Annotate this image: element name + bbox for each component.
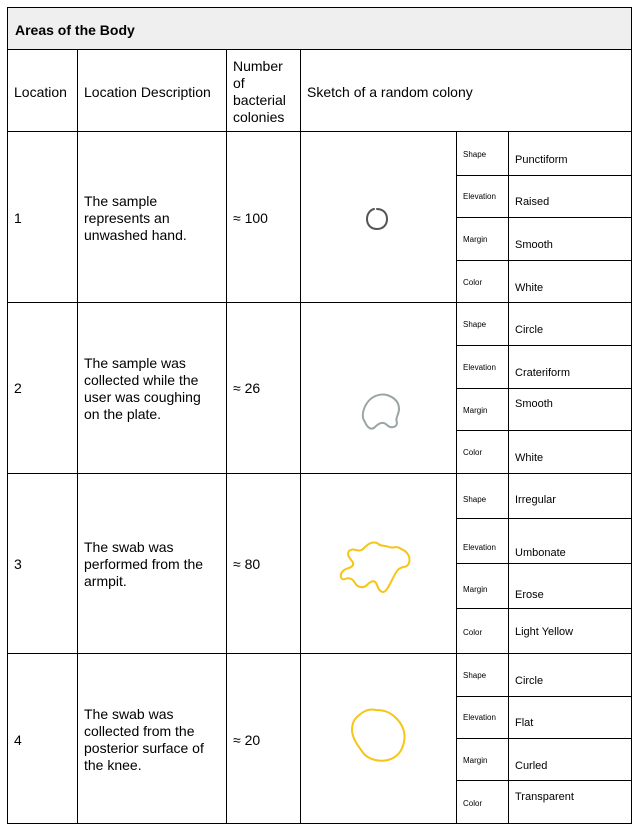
row-2-margin-label: Margin	[463, 406, 488, 415]
grid-line	[456, 563, 632, 564]
grid-line	[7, 131, 632, 132]
grid-line	[7, 7, 8, 824]
grid-line	[7, 302, 632, 303]
row-4-location: 4	[14, 732, 22, 748]
row-4-shape-value: Circle	[515, 675, 544, 687]
row-4-description: The swab was collected from the posterior surface of the knee.	[84, 706, 204, 773]
column-header-count: Number of bacterial colonies	[233, 58, 286, 125]
row-3-location: 3	[14, 556, 22, 572]
column-header-sketch: Sketch of a random colony	[307, 84, 473, 100]
row-4-colony-sketch	[342, 702, 412, 767]
row-1-elevation-label: Elevation	[463, 192, 496, 201]
row-4-margin-label: Margin	[463, 756, 488, 765]
grid-line	[7, 823, 632, 824]
row-2-description: The sample was collected while the user was coughing on the plate.	[84, 355, 201, 422]
row-3-count: ≈ 80	[233, 556, 261, 572]
grid-line	[77, 50, 78, 824]
grid-line	[456, 780, 632, 781]
grid-line	[456, 388, 632, 389]
grid-line	[456, 217, 632, 218]
grid-line	[226, 50, 227, 824]
row-4-elevation-label: Elevation	[463, 713, 496, 722]
row-2-count: ≈ 26	[233, 380, 261, 396]
grid-line	[631, 7, 632, 824]
body-areas-table	[7, 7, 632, 824]
grid-line	[508, 131, 509, 824]
column-header-location: Location	[14, 84, 67, 100]
row-2-shape-label: Shape	[463, 320, 487, 329]
table-title: Areas of the Body	[15, 22, 135, 38]
colony-outline-1	[367, 209, 387, 229]
row-1-location: 1	[14, 210, 22, 226]
colony-outline-3	[341, 542, 410, 592]
row-4-margin-value: Curled	[515, 760, 548, 772]
row-1-elevation-value: Raised	[515, 196, 550, 208]
row-2-elevation-label: Elevation	[463, 363, 496, 372]
row-2-colony-sketch	[357, 387, 407, 432]
grid-line	[456, 131, 457, 824]
row-2-margin-value: Smooth	[515, 398, 553, 410]
row-2-shape-value: Circle	[515, 324, 544, 336]
column-header-description: Location Description	[84, 84, 211, 100]
row-1-description: The sample represents an unwashed hand.	[84, 193, 187, 243]
grid-line	[456, 738, 632, 739]
grid-line	[7, 473, 632, 474]
grid-line	[456, 345, 632, 346]
row-3-shape-label: Shape	[463, 495, 487, 504]
row-4-shape-label: Shape	[463, 671, 487, 680]
row-3-description: The swab was performed from the armpit.	[84, 539, 204, 589]
grid-line	[456, 430, 632, 431]
row-1-margin-value: Smooth	[515, 239, 553, 251]
row-3-color-label: Color	[463, 628, 483, 637]
row-3-color-value: Light Yellow	[515, 626, 574, 638]
row-1-color-label: Color	[463, 278, 483, 287]
row-2-color-label: Color	[463, 448, 483, 457]
grid-line	[456, 696, 632, 697]
row-4-color-label: Color	[463, 799, 483, 808]
row-3-margin-label: Margin	[463, 585, 488, 594]
row-4-color-value: Transparent	[515, 791, 574, 803]
row-1-shape-label: Shape	[463, 150, 487, 159]
row-2-location: 2	[14, 380, 22, 396]
grid-line	[456, 260, 632, 261]
table-title-bar	[7, 7, 632, 50]
grid-line	[7, 653, 632, 654]
row-1-shape-value: Punctiform	[515, 154, 568, 166]
row-1-color-value: White	[515, 282, 544, 294]
row-3-margin-value: Erose	[515, 589, 544, 601]
grid-line	[456, 518, 632, 519]
row-3-elevation-label: Elevation	[463, 543, 496, 552]
row-2-elevation-value: Crateriform	[515, 367, 571, 379]
row-3-colony-sketch	[335, 535, 420, 597]
row-3-shape-value: Irregular	[515, 494, 556, 506]
grid-line	[456, 608, 632, 609]
row-1-margin-label: Margin	[463, 235, 488, 244]
row-4-count: ≈ 20	[233, 732, 261, 748]
row-2-color-value: White	[515, 452, 544, 464]
row-4-elevation-value: Flat	[515, 717, 534, 729]
row-3-elevation-value: Umbonate	[515, 547, 566, 559]
row-1-colony-sketch	[362, 204, 392, 234]
colony-outline-2	[363, 394, 399, 428]
grid-line	[456, 175, 632, 176]
row-1-count: ≈ 100	[233, 210, 268, 226]
colony-outline-4	[352, 709, 405, 760]
grid-line	[300, 50, 301, 824]
